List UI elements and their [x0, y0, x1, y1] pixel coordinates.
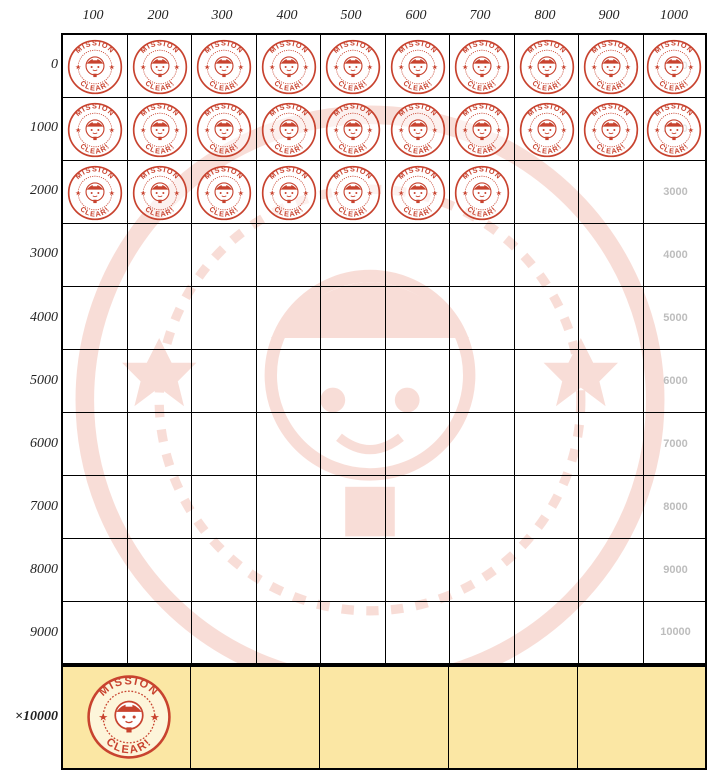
- stamp-cell[interactable]: [192, 350, 257, 413]
- stamp-cell[interactable]: [450, 413, 515, 476]
- stamp-cell[interactable]: [321, 539, 386, 602]
- mission-clear-stamp: [261, 165, 317, 221]
- mission-clear-stamp: [646, 39, 702, 95]
- stamp-cell[interactable]: [321, 476, 386, 539]
- mission-clear-stamp: [454, 165, 510, 221]
- stamp-cell[interactable]: [579, 161, 644, 224]
- cell-total-label: 3000: [663, 185, 688, 198]
- mission-clear-stamp: [196, 102, 252, 158]
- stamp-cell[interactable]: [192, 413, 257, 476]
- stamp-cell[interactable]: [515, 350, 580, 413]
- stamp-cell[interactable]: [128, 224, 193, 287]
- mission-clear-stamp: [86, 674, 172, 760]
- stamp-cell[interactable]: [579, 413, 644, 476]
- mission-clear-stamp: [454, 39, 510, 95]
- stamp-cell[interactable]: [63, 224, 128, 287]
- mission-clear-stamp: [390, 39, 446, 95]
- stamp-cell[interactable]: [128, 476, 193, 539]
- row-label: 8000: [30, 562, 58, 577]
- row-label: 4000: [30, 310, 58, 325]
- mission-clear-stamp: [196, 39, 252, 95]
- stamp-cell[interactable]: [63, 287, 128, 350]
- mission-clear-stamp: [261, 102, 317, 158]
- stamp-cell[interactable]: [386, 602, 451, 663]
- stamp-cell[interactable]: [579, 350, 644, 413]
- stamp-cell[interactable]: [515, 287, 580, 350]
- mission-clear-stamp: [583, 39, 639, 95]
- bonus-cell[interactable]: [449, 667, 578, 768]
- cell-total-label: 4000: [663, 248, 688, 261]
- stamp-cell[interactable]: [450, 350, 515, 413]
- mission-clear-stamp: [325, 165, 381, 221]
- column-header: 100: [82, 8, 104, 23]
- stamp-cell[interactable]: [579, 224, 644, 287]
- mission-clear-stamp: [519, 102, 575, 158]
- stamp-cell[interactable]: [257, 602, 322, 663]
- stamp-cell[interactable]: [63, 413, 128, 476]
- stamp-cell[interactable]: [321, 224, 386, 287]
- stamp-cell[interactable]: [321, 287, 386, 350]
- stamp-cell[interactable]: [128, 602, 193, 663]
- stamp-cell[interactable]: [386, 539, 451, 602]
- stamp-cell[interactable]: [257, 287, 322, 350]
- stamp-cell[interactable]: [450, 224, 515, 287]
- stamp-cell[interactable]: [63, 476, 128, 539]
- cell-total-label: 8000: [663, 500, 688, 513]
- mission-clear-stamp: [325, 102, 381, 158]
- stamp-cell[interactable]: [192, 539, 257, 602]
- mission-clear-stamp: [132, 39, 188, 95]
- mission-clear-stamp: [67, 165, 123, 221]
- stamp-cell[interactable]: [515, 413, 580, 476]
- stamp-cell[interactable]: [515, 602, 580, 663]
- cell-total-label: 9000: [663, 563, 688, 576]
- stamp-cell[interactable]: [450, 287, 515, 350]
- stamp-cell[interactable]: [321, 602, 386, 663]
- stamp-cell[interactable]: [257, 224, 322, 287]
- stamp-cell[interactable]: [321, 350, 386, 413]
- cell-total-label: 6000: [663, 374, 688, 387]
- mission-clear-stamp: [261, 39, 317, 95]
- stamp-cell[interactable]: [515, 476, 580, 539]
- row-label: 3000: [30, 246, 58, 261]
- stamp-cell[interactable]: [63, 602, 128, 663]
- stamp-cell[interactable]: [515, 539, 580, 602]
- bonus-cell[interactable]: [191, 667, 320, 768]
- stamp-cell[interactable]: [257, 476, 322, 539]
- row-label: 7000: [30, 499, 58, 514]
- cell-total-label: 7000: [663, 437, 688, 450]
- column-header: 300: [211, 8, 233, 23]
- stamp-cell[interactable]: [128, 350, 193, 413]
- stamp-cell[interactable]: [386, 350, 451, 413]
- row-label: 5000: [30, 373, 58, 388]
- column-header: 700: [469, 8, 491, 23]
- stamp-cell[interactable]: [257, 539, 322, 602]
- stamp-cell[interactable]: [192, 224, 257, 287]
- row-label: 0: [51, 57, 58, 72]
- stamp-cell[interactable]: [450, 476, 515, 539]
- mission-clear-stamp: [646, 102, 702, 158]
- mission-clear-stamp: [67, 102, 123, 158]
- stamp-cell[interactable]: [257, 413, 322, 476]
- mission-clear-stamp: [67, 39, 123, 95]
- mission-clear-stamp: [390, 102, 446, 158]
- column-header: 500: [340, 8, 362, 23]
- stamp-cell[interactable]: [192, 287, 257, 350]
- cell-total-label: 5000: [663, 311, 688, 324]
- column-header: 800: [534, 8, 556, 23]
- stamp-cell[interactable]: [579, 476, 644, 539]
- column-header: 400: [276, 8, 298, 23]
- stamp-cell[interactable]: [321, 413, 386, 476]
- column-header: 1000: [660, 8, 688, 23]
- row-label: 9000: [30, 625, 58, 640]
- mission-clear-stamp: [390, 165, 446, 221]
- mission-clear-stamp: [196, 165, 252, 221]
- mission-clear-stamp: [519, 39, 575, 95]
- stamp-cell[interactable]: [63, 350, 128, 413]
- stamp-cell[interactable]: [128, 539, 193, 602]
- stamp-cell[interactable]: [515, 161, 580, 224]
- stamp-cell[interactable]: [386, 413, 451, 476]
- row-label: 1000: [30, 120, 58, 135]
- bonus-cell[interactable]: [320, 667, 449, 768]
- stamp-cell[interactable]: [450, 602, 515, 663]
- bonus-cell[interactable]: [578, 667, 705, 768]
- stamp-cell[interactable]: [192, 602, 257, 663]
- mission-clear-stamp: [132, 165, 188, 221]
- stamp-cell[interactable]: [579, 539, 644, 602]
- column-header: 900: [598, 8, 620, 23]
- stamp-cell[interactable]: [386, 476, 451, 539]
- bonus-row-label: ×10000: [15, 709, 58, 724]
- mission-clear-stamp: [132, 102, 188, 158]
- mission-clear-stamp: [583, 102, 639, 158]
- stamp-cell[interactable]: [192, 476, 257, 539]
- stamp-cell[interactable]: [579, 287, 644, 350]
- column-header: 600: [405, 8, 427, 23]
- stamp-cell[interactable]: [386, 224, 451, 287]
- stamp-cell[interactable]: [515, 224, 580, 287]
- mission-clear-stamp: [325, 39, 381, 95]
- cell-total-label: 10000: [660, 625, 691, 638]
- stamp-cell[interactable]: [386, 287, 451, 350]
- stamp-cell[interactable]: [128, 287, 193, 350]
- mission-clear-stamp: [454, 102, 510, 158]
- stamp-cell[interactable]: [450, 539, 515, 602]
- stamp-cell[interactable]: [257, 350, 322, 413]
- stamp-cell[interactable]: [579, 602, 644, 663]
- stamp-cell[interactable]: [128, 413, 193, 476]
- row-label: 6000: [30, 436, 58, 451]
- row-label: 2000: [30, 183, 58, 198]
- column-header: 200: [147, 8, 169, 23]
- stamp-cell[interactable]: [63, 539, 128, 602]
